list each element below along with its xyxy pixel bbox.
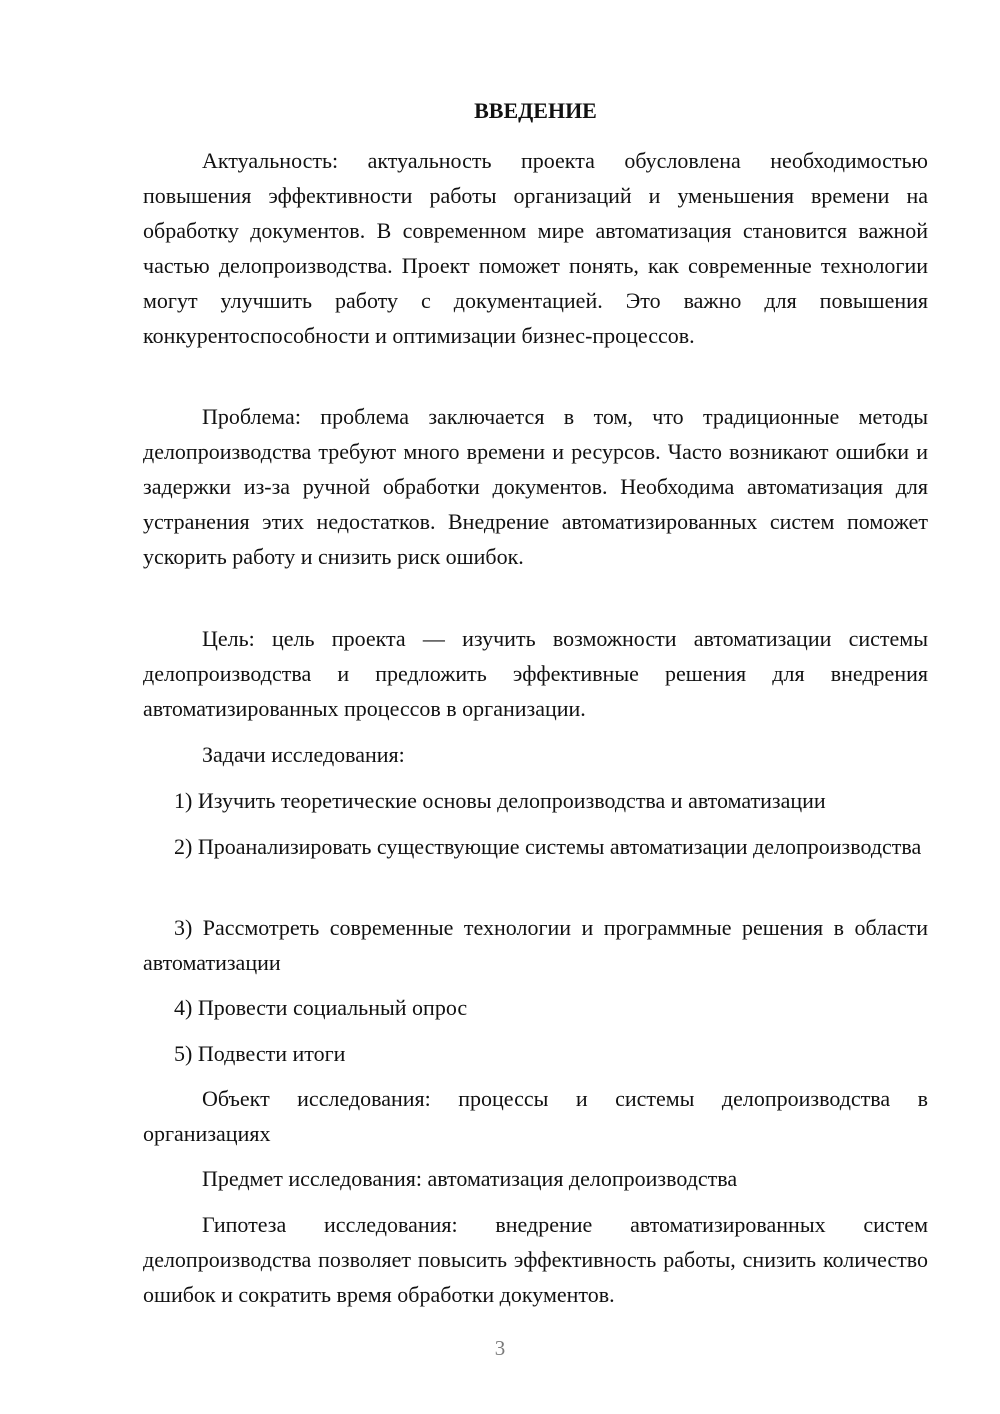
goal-paragraph: Цель: цель проекта — изучить возможности автоматизации системы делопроизводства и предложить эффективные решения для внедрения автоматизированных процессов в организации. (143, 626, 928, 721)
relevance-paragraph: Актуальность: актуальность проекта обусловлена необходимостью повышения эффективности работы организаций и уменьшения времени на обработку документов. В современном мире автоматизация становится важной частью делопроизводства. Проект поможет понять, как современные технологии могут улучшить работу с документацией. Это важно для повышения конкурентоспособности и оптимизации бизнес-процессов. (143, 148, 928, 348)
problem-paragraph: Проблема: проблема заключается в том, что традиционные методы делопроизводства требуют много времени и ресурсов. Часто возникают ошибки и задержки из-за ручной обработки документов. Необходима автоматизация для устранения этих недостатков. Внедрение автоматизированных систем поможет ускорить работу и снизить риск ошибок. (143, 404, 928, 569)
task-item-1: 1) Изучить теоретические основы делопроизводства и автоматизации (174, 788, 826, 813)
task-item-4: 4) Провести социальный опрос (174, 995, 468, 1020)
object-paragraph: Объект исследования: процессы и системы делопроизводства в организациях (143, 1086, 928, 1146)
task-item-3: 3) Рассмотреть современные технологии и программные решения в области автоматизации (143, 915, 928, 975)
task-item-5: 5) Подвести итоги (174, 1041, 346, 1066)
page-number: 3 (494, 1336, 506, 1360)
hypothesis-paragraph: Гипотеза исследования: внедрение автоматизированных систем делопроизводства позволяет повысить эффективность работы, снизить количество ошибок и сократить время обработки документов. (143, 1212, 928, 1307)
page-title: ВВЕДЕНИЕ (474, 98, 597, 123)
subject-paragraph: Предмет исследования: автоматизация делопроизводства (202, 1166, 738, 1191)
task-item-2: 2) Проанализировать существующие системы автоматизации делопроизводства (174, 834, 922, 859)
tasks-heading: Задачи исследования: (202, 742, 405, 767)
